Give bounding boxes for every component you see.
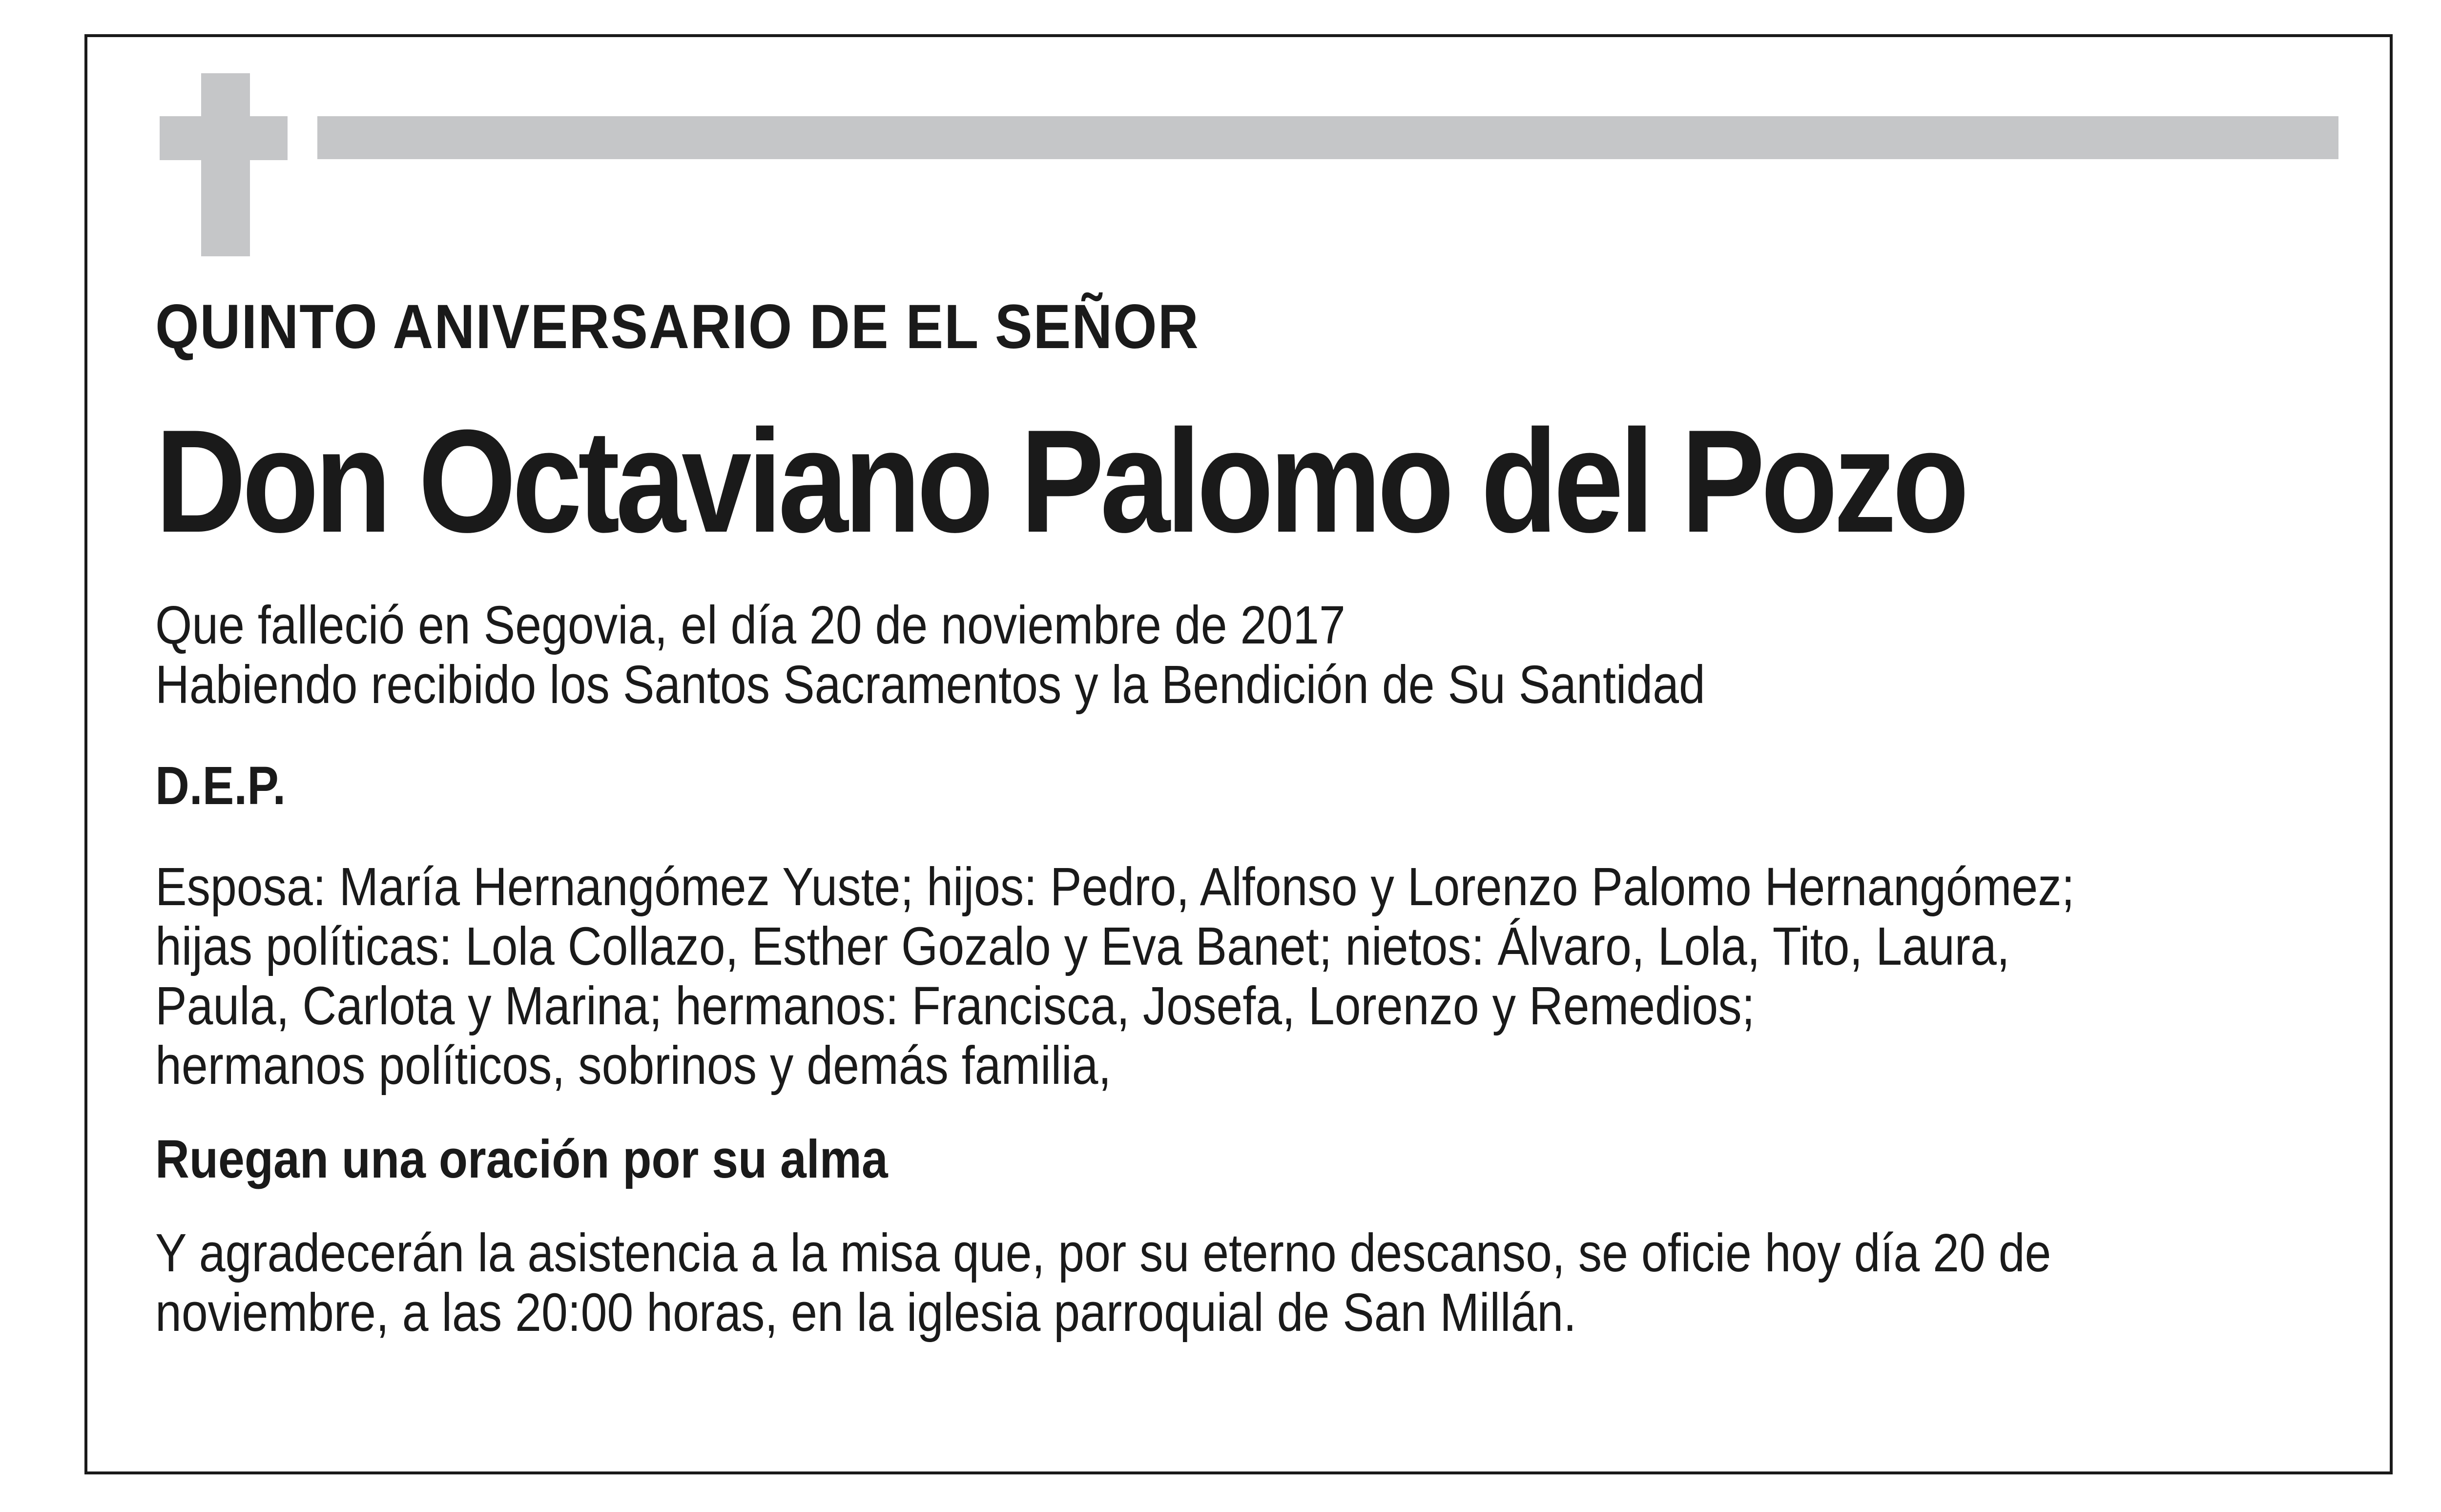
- death-line-1: Que falleció en Segovia, el día 20 de noviembre de 2017: [155, 595, 1345, 655]
- family-line-1: Esposa: María Hernangómez Yuste; hijos: Pedro, Alfonso y Lorenzo Palomo Hernangómez;: [155, 857, 2075, 917]
- death-line-2: Habiendo recibido los Santos Sacramentos y la Bendición de Su Santidad: [155, 655, 1705, 715]
- cross-icon: [201, 73, 250, 256]
- cross-icon-arm: [160, 116, 288, 160]
- family-line-4: hermanos políticos, sobrinos y demás familia,: [155, 1036, 1112, 1096]
- mass-line-1: Y agradecerán la asistencia a la misa que, por su eterno descanso, se oficie hoy día 20 de: [155, 1223, 2051, 1283]
- header-rule: [317, 116, 2338, 159]
- family-line-3: Paula, Carlota y Marina; hermanos: Francisca, Josefa, Lorenzo y Remedios;: [155, 976, 1755, 1036]
- family-line-2: hijas políticas: Lola Collazo, Esther Gozalo y Eva Banet; nietos: Álvaro, Lola, Tito, Laura,: [155, 916, 2010, 976]
- dep-label: D.E.P.: [155, 756, 286, 816]
- mass-line-2: noviembre, a las 20:00 horas, en la iglesia parroquial de San Millán.: [155, 1283, 1577, 1343]
- anniversary-heading: QUINTO ANIVERSARIO DE EL SEÑOR: [155, 292, 1200, 362]
- obituary-content: [155, 283, 2352, 1343]
- deceased-name: Don Octaviano Palomo del Pozo: [155, 399, 1965, 563]
- prayer-request: Ruegan una oración por su alma: [155, 1129, 888, 1189]
